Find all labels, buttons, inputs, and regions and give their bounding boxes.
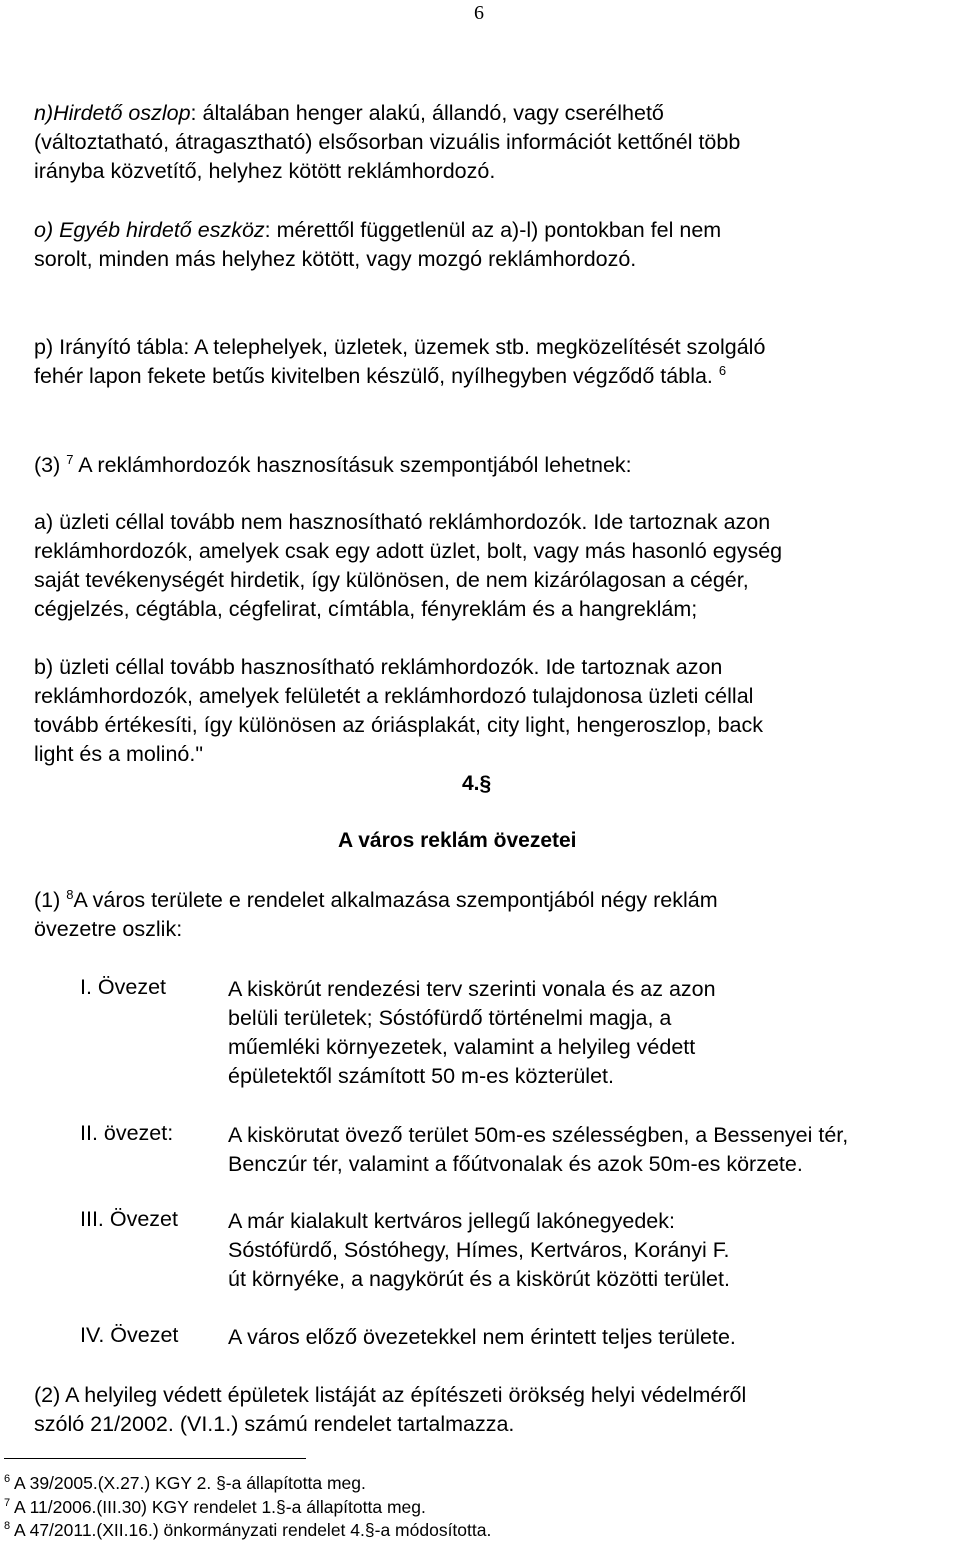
para-b-line-4: light és a molinó." <box>34 742 203 766</box>
zone-3-line-1: A már kialakult kertváros jellegű lakónegyedek: <box>228 1209 675 1233</box>
section-number: 4.§ <box>462 772 492 795</box>
zone-3-line-3: út környéke, a nagykörút és a kiskörút közötti terület. <box>228 1267 730 1291</box>
para-2-line-1: (2) A helyileg védett épületek listáját az építészeti örökség helyi védelméről <box>34 1383 747 1407</box>
zone-2-label: II. övezet: <box>80 1121 174 1145</box>
zone-3-line-2: Sóstófürdő, Sóstóhegy, Hímes, Kertváros, Korányi F. <box>228 1238 730 1262</box>
zone-1-line-1: A kiskörút rendezési terv szerinti vonala és az azon <box>228 977 716 1001</box>
para-2-line-2: szóló 21/2002. (VI.1.) számú rendelet tartalmazza. <box>34 1412 515 1436</box>
para-1-line-1: (1) $^8$A város területe e rendelet alkalmazása szempontjából négy reklám <box>34 886 718 912</box>
zone-1-label: I. Övezet <box>80 975 167 999</box>
footnote-ref-8: 8 <box>66 886 74 902</box>
para-3: (3) $^7$ A reklámhordozók hasznosításuk szempontjából lehetnek: <box>34 451 632 477</box>
zone-1-line-2: belüli területek; Sóstófürdő történelmi magja, a <box>228 1006 672 1030</box>
para-p-line-1: p) Irányító tábla: A telephelyek, üzletek, üzemek stb. megközelítését szolgáló <box>34 335 766 359</box>
section-symbol: § <box>479 772 492 795</box>
para-a-line-3: saját tevékenységét hirdetik, így különösen, de nem kizárólagosan a cégér, <box>34 568 749 592</box>
para-n-line-1: n)Hirdető oszlop: általában henger alakú, állandó, vagy cserélhető <box>34 101 664 125</box>
zone-1-line-3: műemléki környezetek, valamint a helyileg védett <box>228 1035 696 1059</box>
zone-4-label: IV. Övezet <box>80 1323 179 1347</box>
para-n-line-2: (változtatható, átragasztható) elsősorban vizuális információt kettőnél több <box>34 130 741 154</box>
para-n-line-3: irányba közvetítő, helyhez kötött reklámhordozó. <box>34 159 496 183</box>
footnote-separator <box>4 1458 306 1459</box>
para-a-line-4: cégjelzés, cégtábla, cégfelirat, címtábla, fényreklám és a hangreklám; <box>34 597 698 621</box>
page-number: 6 <box>474 2 484 24</box>
para-o-term: o) Egyéb hirdető eszköz <box>34 218 265 242</box>
zone-4-line-1: A város előző övezetekkel nem érintett teljes területe. <box>228 1325 736 1349</box>
para-b-line-2: reklámhordozók, amelyek felületét a reklámhordozó tulajdonosa üzleti céllal <box>34 684 754 708</box>
zone-3-label: III. Övezet <box>80 1207 178 1231</box>
zone-2-line-1: A kiskörutat övező terület 50m-es szélességben, a Bessenyei tér, <box>228 1123 849 1147</box>
section-title: A város reklám övezetei <box>338 829 577 852</box>
para-o-line-1: o) Egyéb hirdető eszköz: mérettől függetlenül az a)-l) pontokban fel nem <box>34 218 722 242</box>
para-n-term: n)Hirdető oszlop <box>34 101 191 125</box>
para-1-line-2: övezetre oszlik: <box>34 917 183 941</box>
para-b-line-3: tovább értékesíti, így különösen az óriásplakát, city light, hengeroszlop, back <box>34 713 764 737</box>
footnote-8: $^8$ A 47/2011.(XII.16.) önkormányzati rendelet 4.§-a módosította. <box>4 1520 492 1540</box>
para-b-line-1: b) üzleti céllal tovább hasznosítható reklámhordozók. Ide tartoznak azon <box>34 655 723 679</box>
para-a-line-1: a) üzleti céllal tovább nem hasznosítható reklámhordozók. Ide tartoznak azon <box>34 510 771 534</box>
footnote-ref-7: 7 <box>66 451 74 467</box>
zone-2-line-2: Benczúr tér, valamint a főútvonalak és azok 50m-es körzete. <box>228 1152 803 1176</box>
zone-1-line-4: épületektől számított 50 m-es közterület. <box>228 1064 614 1088</box>
para-p-line-2: fehér lapon fekete betűs kivitelben készülő, nyílhegyben végződő tábla. $^6$ <box>34 362 727 388</box>
para-a-line-2: reklámhordozók, amelyek csak egy adott üzlet, bolt, vagy más hasonló egység <box>34 539 783 563</box>
footnote-6: $^6$ A 39/2005.(X.27.) KGY 2. §-a állapította meg. <box>4 1473 366 1493</box>
footnote-7: $^7$ A 11/2006.(III.30) KGY rendelet 1.§-a állapította meg. <box>4 1497 426 1517</box>
para-o-line-2: sorolt, minden más helyhez kötött, vagy mozgó reklámhordozó. <box>34 247 637 271</box>
footnote-ref-6: 6 <box>718 362 727 378</box>
